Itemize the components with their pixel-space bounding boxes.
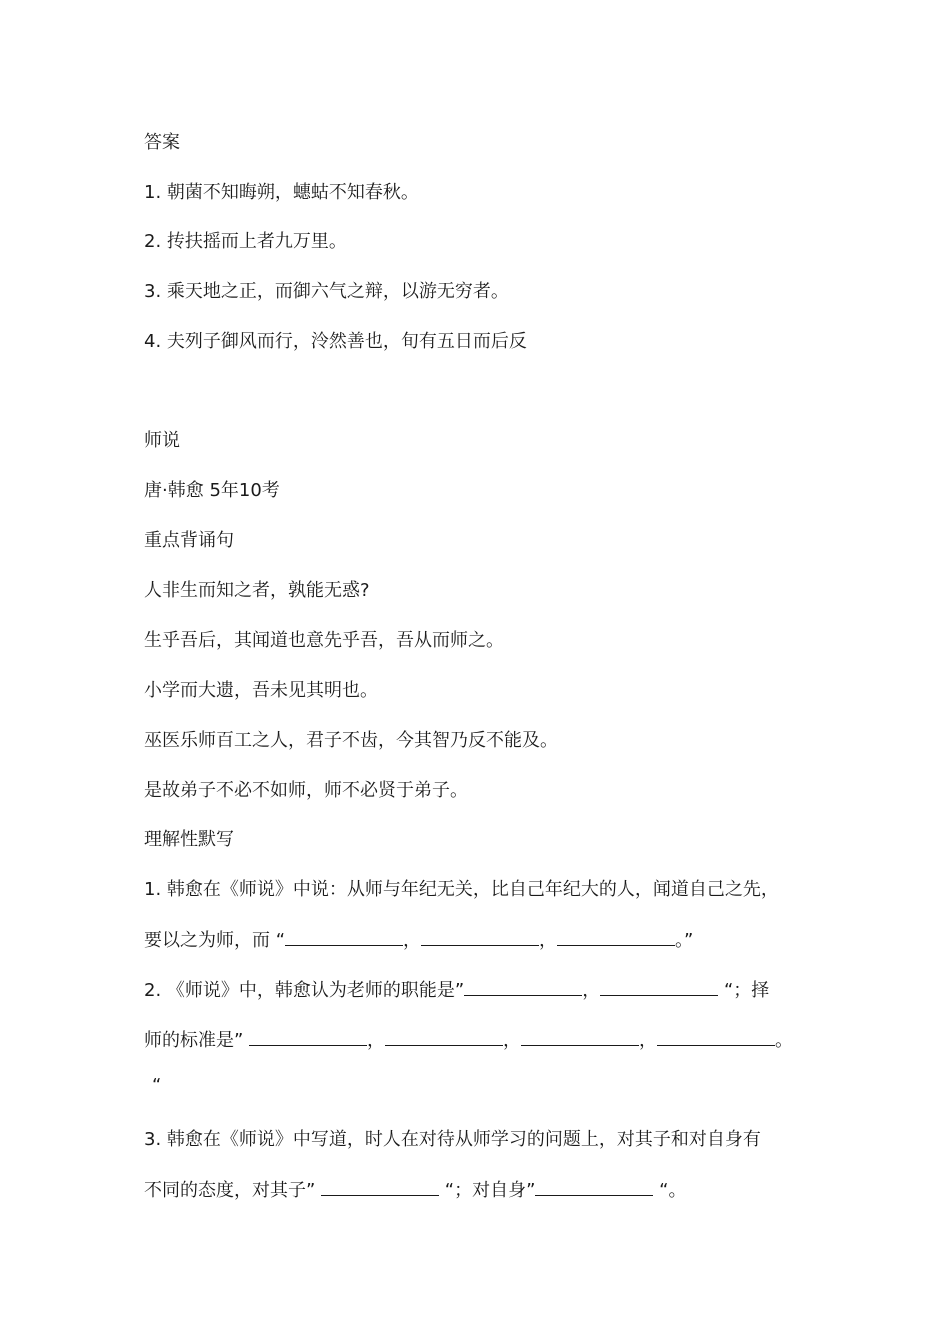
answer-blank[interactable]	[521, 1027, 639, 1046]
answer-blank[interactable]	[285, 927, 403, 946]
question-1-line-2: 要以之为师，而 “ ， ， 。”	[144, 927, 824, 954]
recitation-sentence: 巫医乐师百工之人，君子不齿，今其智乃反不能及。	[144, 730, 558, 751]
answer-blank[interactable]	[535, 1177, 653, 1196]
answer-item: 4. 夫列子御风而行，泠然善也，旬有五日而后反	[144, 331, 527, 352]
answer-item: 3. 乘天地之正，而御六气之辩，以游无穷者。	[144, 281, 509, 302]
answers-heading: 答案	[144, 132, 180, 153]
answer-item: 1. 朝菌不知晦朔，蟪蛄不知春秋。	[144, 182, 419, 203]
question-3-line-2: 不同的态度，对其子” “；对自身” “。	[144, 1177, 824, 1204]
question-2-line-1: 2. 《师说》中，韩愈认为老师的职能是” ， “；择	[144, 977, 824, 1004]
answer-item: 2. 抟扶摇而上者九万里。	[144, 231, 347, 252]
answer-blank[interactable]	[464, 977, 582, 996]
question-1-line-1: 1. 韩愈在《师说》中说：从师与年纪无关，比自己年纪大的人，闻道自己之先，	[144, 879, 779, 900]
recitation-heading: 重点背诵句	[144, 530, 234, 551]
answer-blank[interactable]	[385, 1027, 503, 1046]
recitation-sentence: 人非生而知之者，孰能无惑?	[144, 580, 370, 601]
answer-blank[interactable]	[321, 1177, 439, 1196]
question-2-line-2: 师的标准是” ， ， ， 。	[144, 1027, 824, 1054]
recitation-sentence: 生乎吾后，其闻道也意先乎吾，吾从而师之。	[144, 630, 504, 651]
section-title: 师说	[144, 430, 180, 451]
answer-blank[interactable]	[657, 1027, 775, 1046]
question-2-line-3: “	[152, 1075, 162, 1096]
answer-blank[interactable]	[557, 927, 675, 946]
comprehension-heading: 理解性默写	[144, 829, 234, 850]
recitation-sentence: 小学而大遗，吾未见其明也。	[144, 680, 378, 701]
answer-blank[interactable]	[421, 927, 539, 946]
answer-blank[interactable]	[600, 977, 718, 996]
answer-blank[interactable]	[249, 1027, 367, 1046]
author-info: 唐·韩愈 5年10考	[144, 480, 280, 501]
question-3-line-1: 3. 韩愈在《师说》中写道，时人在对待从师学习的问题上，对其子和对自身有	[144, 1129, 761, 1150]
recitation-sentence: 是故弟子不必不如师，师不必贤于弟子。	[144, 780, 468, 801]
